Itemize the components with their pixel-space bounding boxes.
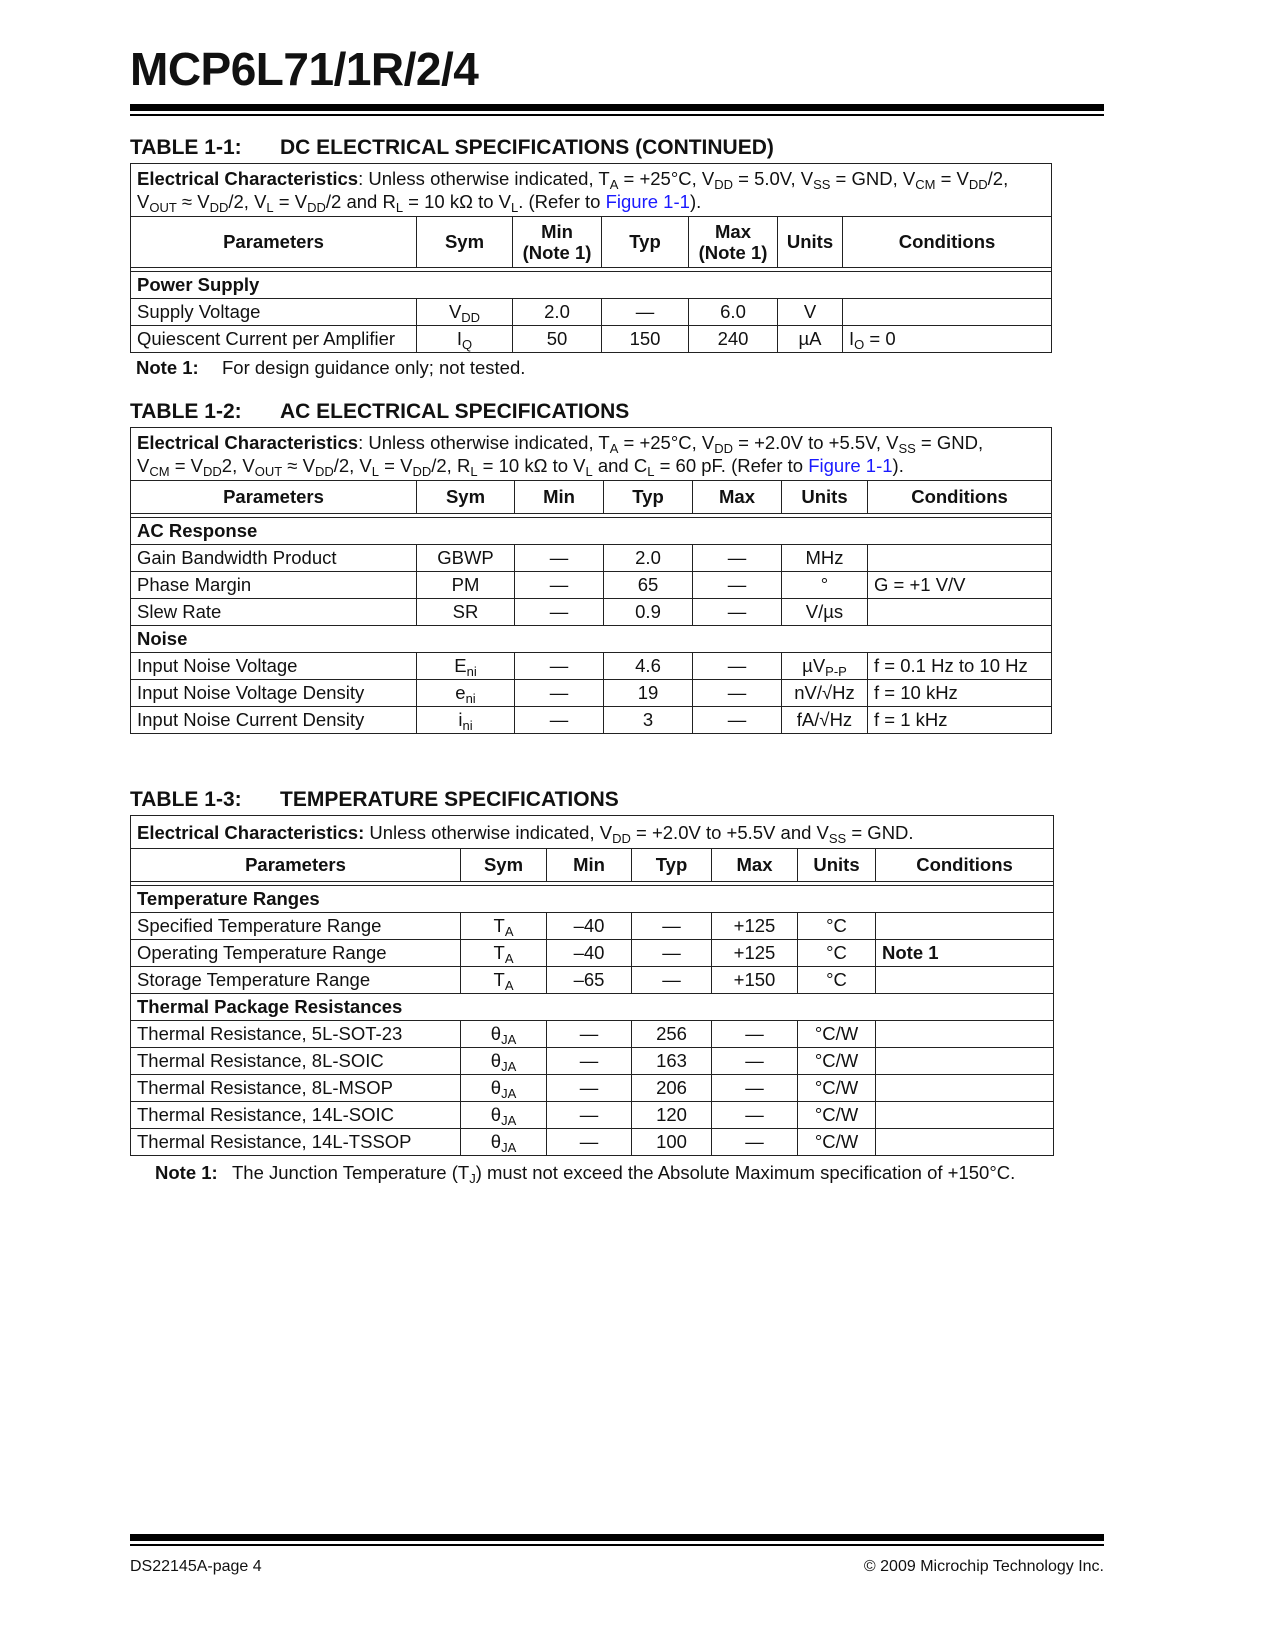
table1-electrical-characteristics: Electrical Characteristics: Unless otherwise indicated, $T_A = +25^\circ C$, $V_{DD} = 5.0V$, $V_{SS}$ = GND, $V_{CM} = V_{DD}/2$, $V_{OUT} \approx V_{DD}/2$, $V_L = V_{DD}/2$ and $R_L = 10$ kΩ to $V_L$. (Refer to Figure 1-1). [131,164,1052,217]
figure-link[interactable]: Figure 1-1 [605,191,690,212]
col-header: Min [547,849,632,882]
section-heading: AC Response [131,518,1052,545]
page-number: DS22145A-page 4 [130,1558,262,1575]
col-header: Typ [604,481,693,514]
col-header: Max [693,481,782,514]
table1 [130,163,1052,353]
table3 [130,815,1054,1156]
table-row: Thermal Resistance, 5L-SOT-23 $\theta_{JA}$ — 256 — °C/W [131,1021,1054,1048]
table2-caption [130,400,629,424]
col-header: Parameters [131,849,461,882]
copyright: © 2009 Microchip Technology Inc. [863,1558,1104,1575]
table-row: Thermal Resistance, 8L-MSOP $\theta_{JA}$ — 206 — °C/W [131,1075,1054,1102]
table-row: Thermal Resistance, 8L-SOIC $\theta_{JA}$ — 163 — °C/W [131,1048,1054,1075]
table-row: Operating Temperature Range $T_A$ –40 — +125 °C Note 1 [131,940,1054,967]
ec-label: Electrical Characteristics [137,168,359,189]
table-row: Thermal Resistance, 14L-TSSOP $\theta_{JA}$ — 100 — °C/W [131,1129,1054,1156]
col-header: Parameters [131,217,417,268]
table2 [130,427,1052,734]
table1-header-row [131,217,1052,268]
table-row: Gain Bandwidth Product GBWP — 2.0 — MHz [131,545,1052,572]
col-header: Units [798,849,876,882]
col-header: Parameters [131,481,417,514]
section-heading: Power Supply [131,272,1052,299]
table-row: Supply Voltage $V_{DD}$ 2.0 — 6.0 V [131,299,1052,326]
table-row: Quiescent Current per Amplifier $I_Q$ 50 150 240 µA $I_O = 0$ [131,326,1052,353]
header-rule-thick [130,104,1104,111]
table3-note: Note 1: The Junction Temperature $(T_J)$ must not exceed the Absolute Maximum specification of +150°C. [155,1162,1016,1186]
table1-caption [130,136,774,160]
table2-header-row [131,481,1052,514]
table-row: Specified Temperature Range $T_A$ –40 — +125 °C [131,913,1054,940]
table-row: Phase Margin PM — 65 — ° G = +1 V/V [131,572,1052,599]
col-header: Conditions [843,217,1052,268]
col-header: Conditions [876,849,1054,882]
table3-header-row [131,849,1054,882]
table3-caption [130,788,619,812]
table3-electrical-characteristics: Electrical Characteristics: Unless otherwise indicated, $V_{DD} = +2.0V$ to +5.5V and $V_{SS}$ = GND. [131,816,1054,849]
table-row: Storage Temperature Range $T_A$ –65 — +150 °C [131,967,1054,994]
table3-caption-title: TEMPERATURE SPECIFICATIONS [280,788,619,811]
col-header: Conditions [868,481,1052,514]
col-header: Min [515,481,604,514]
col-header: Sym [461,849,547,882]
col-header: Max [712,849,798,882]
table-row: Input Noise Current Density $i_{ni}$ — 3 — fA/√Hz f = 1 kHz [131,707,1052,734]
figure-link[interactable]: Figure 1-1 [808,455,893,476]
col-header: Max (Note 1) [689,217,778,268]
col-header: Sym [417,481,515,514]
page-title: MCP6L71/1R/2/4 [130,43,479,95]
footer-rule-thin [130,1544,1104,1546]
table-row: Input Noise Voltage Density $e_{ni}$ — 19 — nV/√Hz f = 10 kHz [131,680,1052,707]
col-header: Units [778,217,843,268]
footer-rule-thick [130,1534,1104,1541]
table3-caption-number: TABLE 1-3: [130,788,242,811]
col-header: Units [782,481,868,514]
table-row: Input Noise Voltage $E_{ni}$ — 4.6 — µV$_{P-P}$ f = 0.1 Hz to 10 Hz [131,653,1052,680]
table1-caption-title: DC ELECTRICAL SPECIFICATIONS (CONTINUED) [280,136,774,159]
table-row: Thermal Resistance, 14L-SOIC $\theta_{JA}$ — 120 — °C/W [131,1102,1054,1129]
table1-note: Note 1: For design guidance only; not tested. [136,357,526,378]
table1-caption-number: TABLE 1-1: [130,136,242,159]
table2-caption-number: TABLE 1-2: [130,400,242,423]
section-heading: Noise [131,626,1052,653]
table-row: Slew Rate SR — 0.9 — V/µs [131,599,1052,626]
col-header: Min (Note 1) [513,217,602,268]
section-heading: Temperature Ranges [131,886,1054,913]
table2-electrical-characteristics: Electrical Characteristics: Unless otherwise indicated, $T_A = +25^\circ C$, $V_{DD} = +2.0V$ to +5.5V, $V_{SS}$ = GND, $V_{CM} = V_{DD}2$, $V_{OUT} \approx V_{DD}/2$, $V_L = V_{DD}/2$, $R_L = 10$ kΩ to $V_L$ and $C_L = 60$ pF. (Refer to Figure 1-1). [131,428,1052,481]
section-heading: Thermal Package Resistances [131,994,1054,1021]
col-header: Typ [632,849,712,882]
col-header: Sym [417,217,513,268]
col-header: Typ [602,217,689,268]
table2-caption-title: AC ELECTRICAL SPECIFICATIONS [280,400,630,423]
header-rule-thin [130,114,1104,116]
